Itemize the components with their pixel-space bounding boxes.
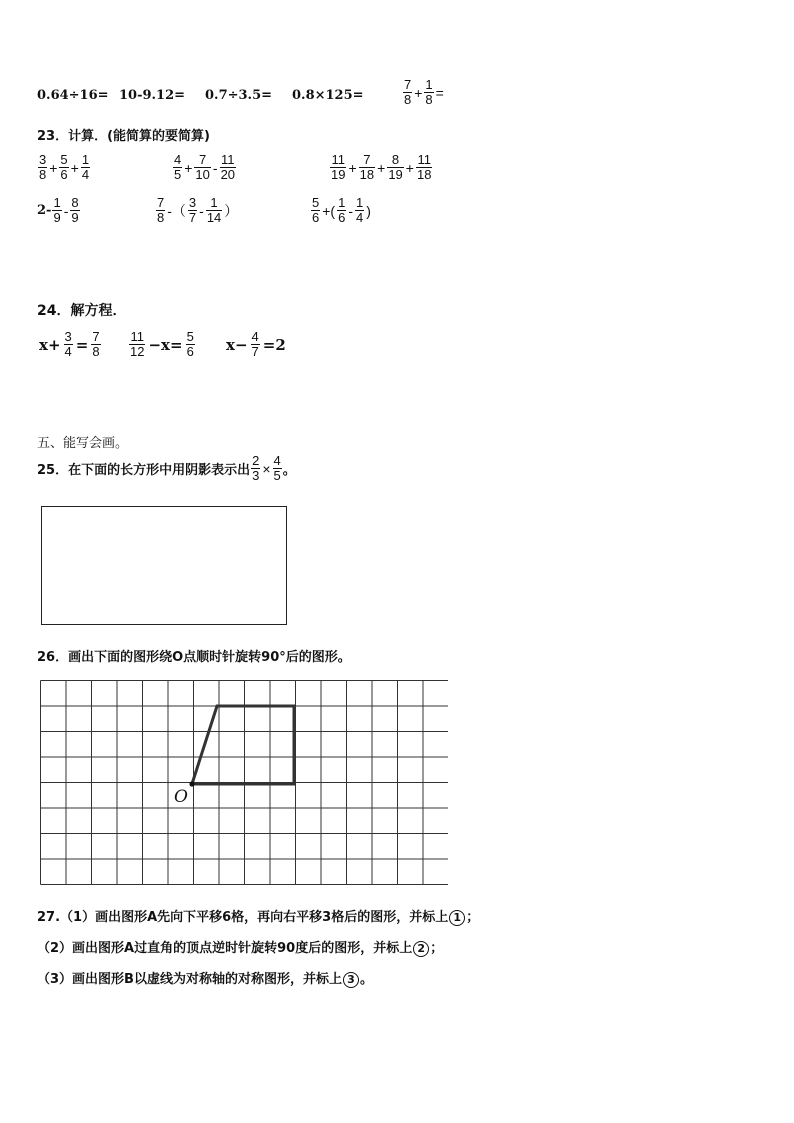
calc-item-1: 0.64÷16= [37, 88, 109, 103]
circled-1-icon: 1 [449, 910, 465, 926]
q24-title: 24．解方程． [37, 303, 127, 319]
point-o-label: O [174, 787, 188, 807]
q24-equation-3: x− $\frac{4}{7}$ =2 [226, 329, 286, 359]
fraction: $\frac{1}{8}$ [425, 77, 433, 107]
circled-3-icon: 3 [343, 972, 359, 988]
calc-item-2: 10-9.12= [119, 88, 186, 103]
q27-line-2: （2）画出图形A过直角的顶点逆时针旋转90度后的图形，并标上 2 ； [37, 941, 444, 956]
calc-item-4: 0.8×125= [292, 88, 364, 103]
q23-expr-6: $\frac{5}{6}$ +( $\frac{1}{6}$ - $\frac{1}{4}$ ) [312, 195, 371, 225]
q26-grid-figure [40, 680, 448, 888]
q23-expr-2: $\frac{4}{5}$ + $\frac{7}{10}$ - $\frac{11}{20}$ [174, 152, 236, 182]
q23-expr-4: 2- $\frac{1}{9}$ - $\frac{8}{9}$ [37, 195, 79, 225]
quadrilateral-shape [192, 706, 294, 784]
q23-expr-5: $\frac{7}{8}$ -（ $\frac{3}{7}$ - $\frac{1}{14}$ ） [157, 195, 239, 225]
q26-prompt: 26．画出下面的图形绕O点顺时针旋转90°后的图形。 [37, 650, 351, 665]
fraction: $\frac{7}{8}$ [404, 77, 412, 107]
circled-2-icon: 2 [413, 941, 429, 957]
point-o [189, 781, 194, 786]
q27-line-1: 27.（1）画出图形A先向下平移6格，再向右平移3格后的图形，并标上 1 ； [37, 910, 480, 925]
calc-item-fraction: $\frac{7}{8}$ + $\frac{1}{8}$ = [404, 77, 444, 107]
section-5-title: 五、能写会画。 [37, 436, 129, 451]
q23-expr-3: $\frac{11}{19}$ + $\frac{7}{18}$ + $\frac{8}{19}$ + $\frac{11}{18}$ [331, 152, 432, 182]
q25-prompt: 25．在下面的长方形中用阴影表示出 $\frac{2}{3}$ × $\frac{4}{5}$ 。 [37, 453, 296, 483]
q24-equation-2: $\frac{11}{12}$ −x= $\frac{5}{6}$ [130, 329, 194, 359]
q23-title: 23．计算．(能简算的要简算) [37, 129, 210, 144]
q25-answer-rectangle [41, 506, 287, 625]
calc-item-3: 0.7÷3.5= [205, 88, 273, 103]
q23-expr-1: $\frac{3}{8}$ + $\frac{5}{6}$ + $\frac{1}{4}$ [39, 152, 90, 182]
q27-line-3: （3）画出图形B以虚线为对称轴的对称图形，并标上 3 。 [37, 972, 373, 987]
q24-equation-1: x+ $\frac{3}{4}$ = $\frac{7}{8}$ [39, 329, 100, 359]
